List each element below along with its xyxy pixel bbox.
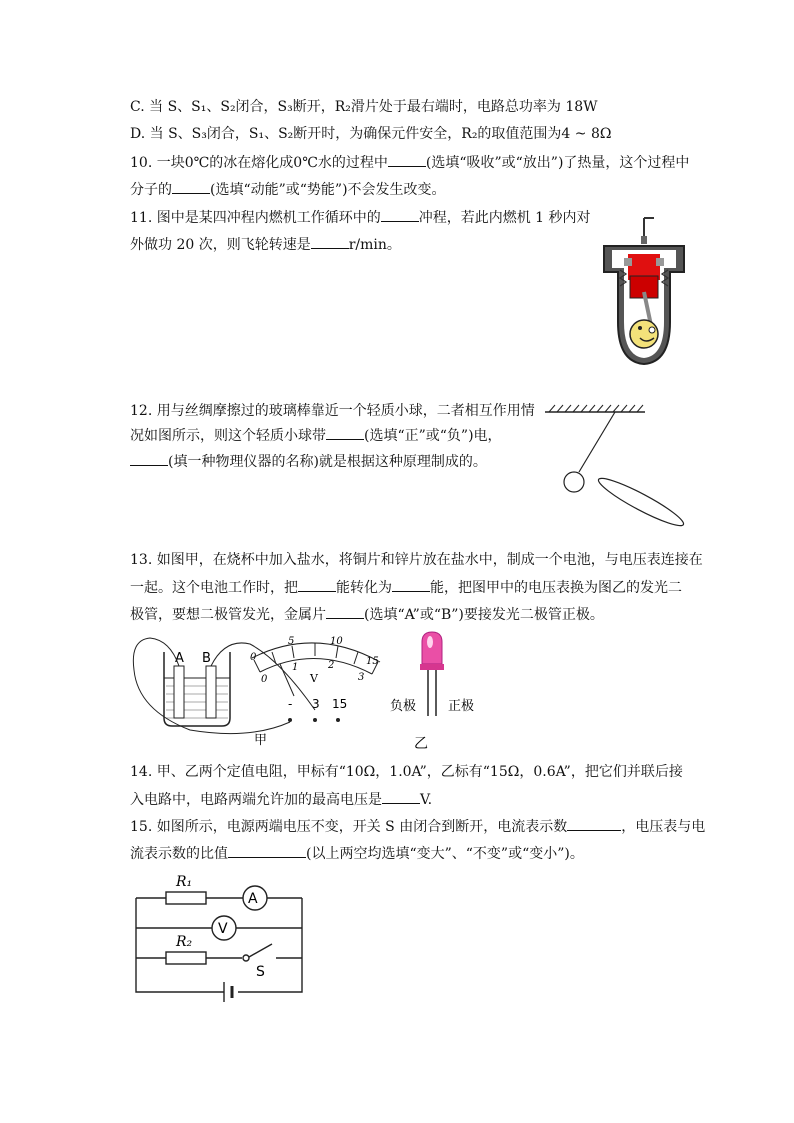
q11-text: 外做功 20 次，则飞轮转速是 [130,237,311,253]
q12-line1: 12. 用与丝绸摩擦过的玻璃棒靠近一个轻质小球，二者相互作用情 [130,403,535,419]
q12-text: 况如图所示，则这个轻质小球带 [130,428,326,444]
ammeter-label: A [248,891,258,907]
q13-text: (选填“A”或“B”)要接发光二极管正极。 [364,607,604,623]
q13-line2 [130,577,682,598]
caption-yi: 乙 [414,736,428,752]
plate-a-label: A [175,651,184,666]
q13-text: 极管，要想二极管发光，金属片 [130,607,326,623]
plate-b-label: B [202,651,211,666]
q13-text: 能，把图甲中的电压表换为图乙的发光二 [430,580,682,596]
q11-line2 [130,234,401,255]
q10-text: (选填“吸收”或“放出”)了热量，这个过程中 [425,155,690,171]
scale-bottom-label: 0 [261,674,268,685]
terminal-label: 3 [312,697,320,711]
q12-text: (选填“正”或“负”)电， [364,428,502,444]
q10-text: 10. 一块0℃的冰在熔化成0℃水的过程中 [130,155,388,171]
answer-blank[interactable] [172,179,210,194]
q11-line1 [130,207,591,228]
scale-bottom-label: 3 [358,672,365,683]
scale-top-label: 5 [288,636,295,647]
q9-option-d: D. 当 S、S₃闭合，S₁、S₂断开时，为确保元件安全，R₂的取值范围为4 ~ 8Ω [130,126,612,142]
q13-line1: 13. 如图甲，在烧杯中加入盐水，将铜片和锌片放在盐水中，制成一个电池，与电压表连接在 [130,552,703,568]
scale-bottom-label: 1 [292,662,299,673]
negative-lead-label: 负极 [390,699,417,714]
answer-blank[interactable] [326,604,364,619]
q14-line1: 14. 甲、乙两个定值电阻，甲标有“10Ω，1.0A”，乙标有“15Ω，0.6A”，把它们并联后接 [130,764,683,780]
positive-lead-label: 正极 [448,699,475,714]
q15-text: 流表示数的比值 [130,846,228,862]
q13-text: 一起。这个电池工作时，把 [130,580,298,596]
scale-top-label: 10 [330,636,343,647]
answer-blank[interactable] [311,234,349,249]
answer-blank[interactable] [298,577,336,592]
engine-figure [596,212,692,372]
answer-blank[interactable] [228,843,306,858]
led-figure [384,630,494,754]
answer-blank[interactable] [130,451,168,466]
q13-line3 [130,604,604,625]
answer-blank[interactable] [326,425,364,440]
q9-option-c: C. 当 S、S₁、S₂闭合，S₃断开，R₂滑片处于最右端时，电路总功率为 18W [130,99,598,115]
switch-label: S [256,964,265,980]
scale-top-zero: 0 [250,652,257,663]
q15-line2 [130,843,584,864]
terminal-label: 15 [332,697,348,711]
q10-text: (选填“动能”或“势能”)不会发生改变。 [210,182,446,198]
q11-text: r/min。 [348,237,401,253]
battery-voltmeter-figure [130,630,390,750]
q11-text: 冲程，若此内燃机 1 秒内对 [418,210,591,226]
q12-line3 [130,451,487,472]
q15-text: 15. 如图所示，电源两端电压不变，开关 S 由闭合到断开，电流表示数 [130,819,568,835]
q10-text: 分子的 [130,182,172,198]
caption-jia: 甲 [254,733,268,748]
scale-bottom-label: 2 [328,660,335,671]
r1-label: R₁ [176,874,193,890]
q14-line2 [130,789,432,810]
scale-top-label: 15 [366,656,379,667]
answer-blank[interactable] [381,207,419,222]
terminal-label: - [288,697,293,711]
q14-text: 入电路中，电路两端允许加的最高电压是 [130,792,382,808]
answer-blank[interactable] [388,152,426,167]
answer-blank[interactable] [382,789,420,804]
r2-label: R₂ [176,934,193,950]
q13-text: 能转化为 [336,580,392,596]
q12-text: (填一种物理仪器的名称)就是根据这种原理制成的。 [168,454,487,470]
pendulum-figure [545,400,695,530]
voltmeter-unit: V [310,672,318,685]
q14-text: V. [420,792,433,808]
q15-text: (以上两空均选填“变大”、“不变”或“变小”)。 [306,846,584,862]
q10-line2 [130,179,446,200]
q11-text: 11. 图中是某四冲程内燃机工作循环中的 [130,210,381,226]
q15-line1 [130,816,705,837]
q12-line2 [130,425,502,446]
q10-line1 [130,152,689,173]
voltmeter-label: V [218,921,228,937]
answer-blank[interactable] [392,577,430,592]
circuit-figure [128,868,308,1010]
answer-blank[interactable] [567,816,621,831]
q15-text: ，电压表与电 [621,819,706,835]
